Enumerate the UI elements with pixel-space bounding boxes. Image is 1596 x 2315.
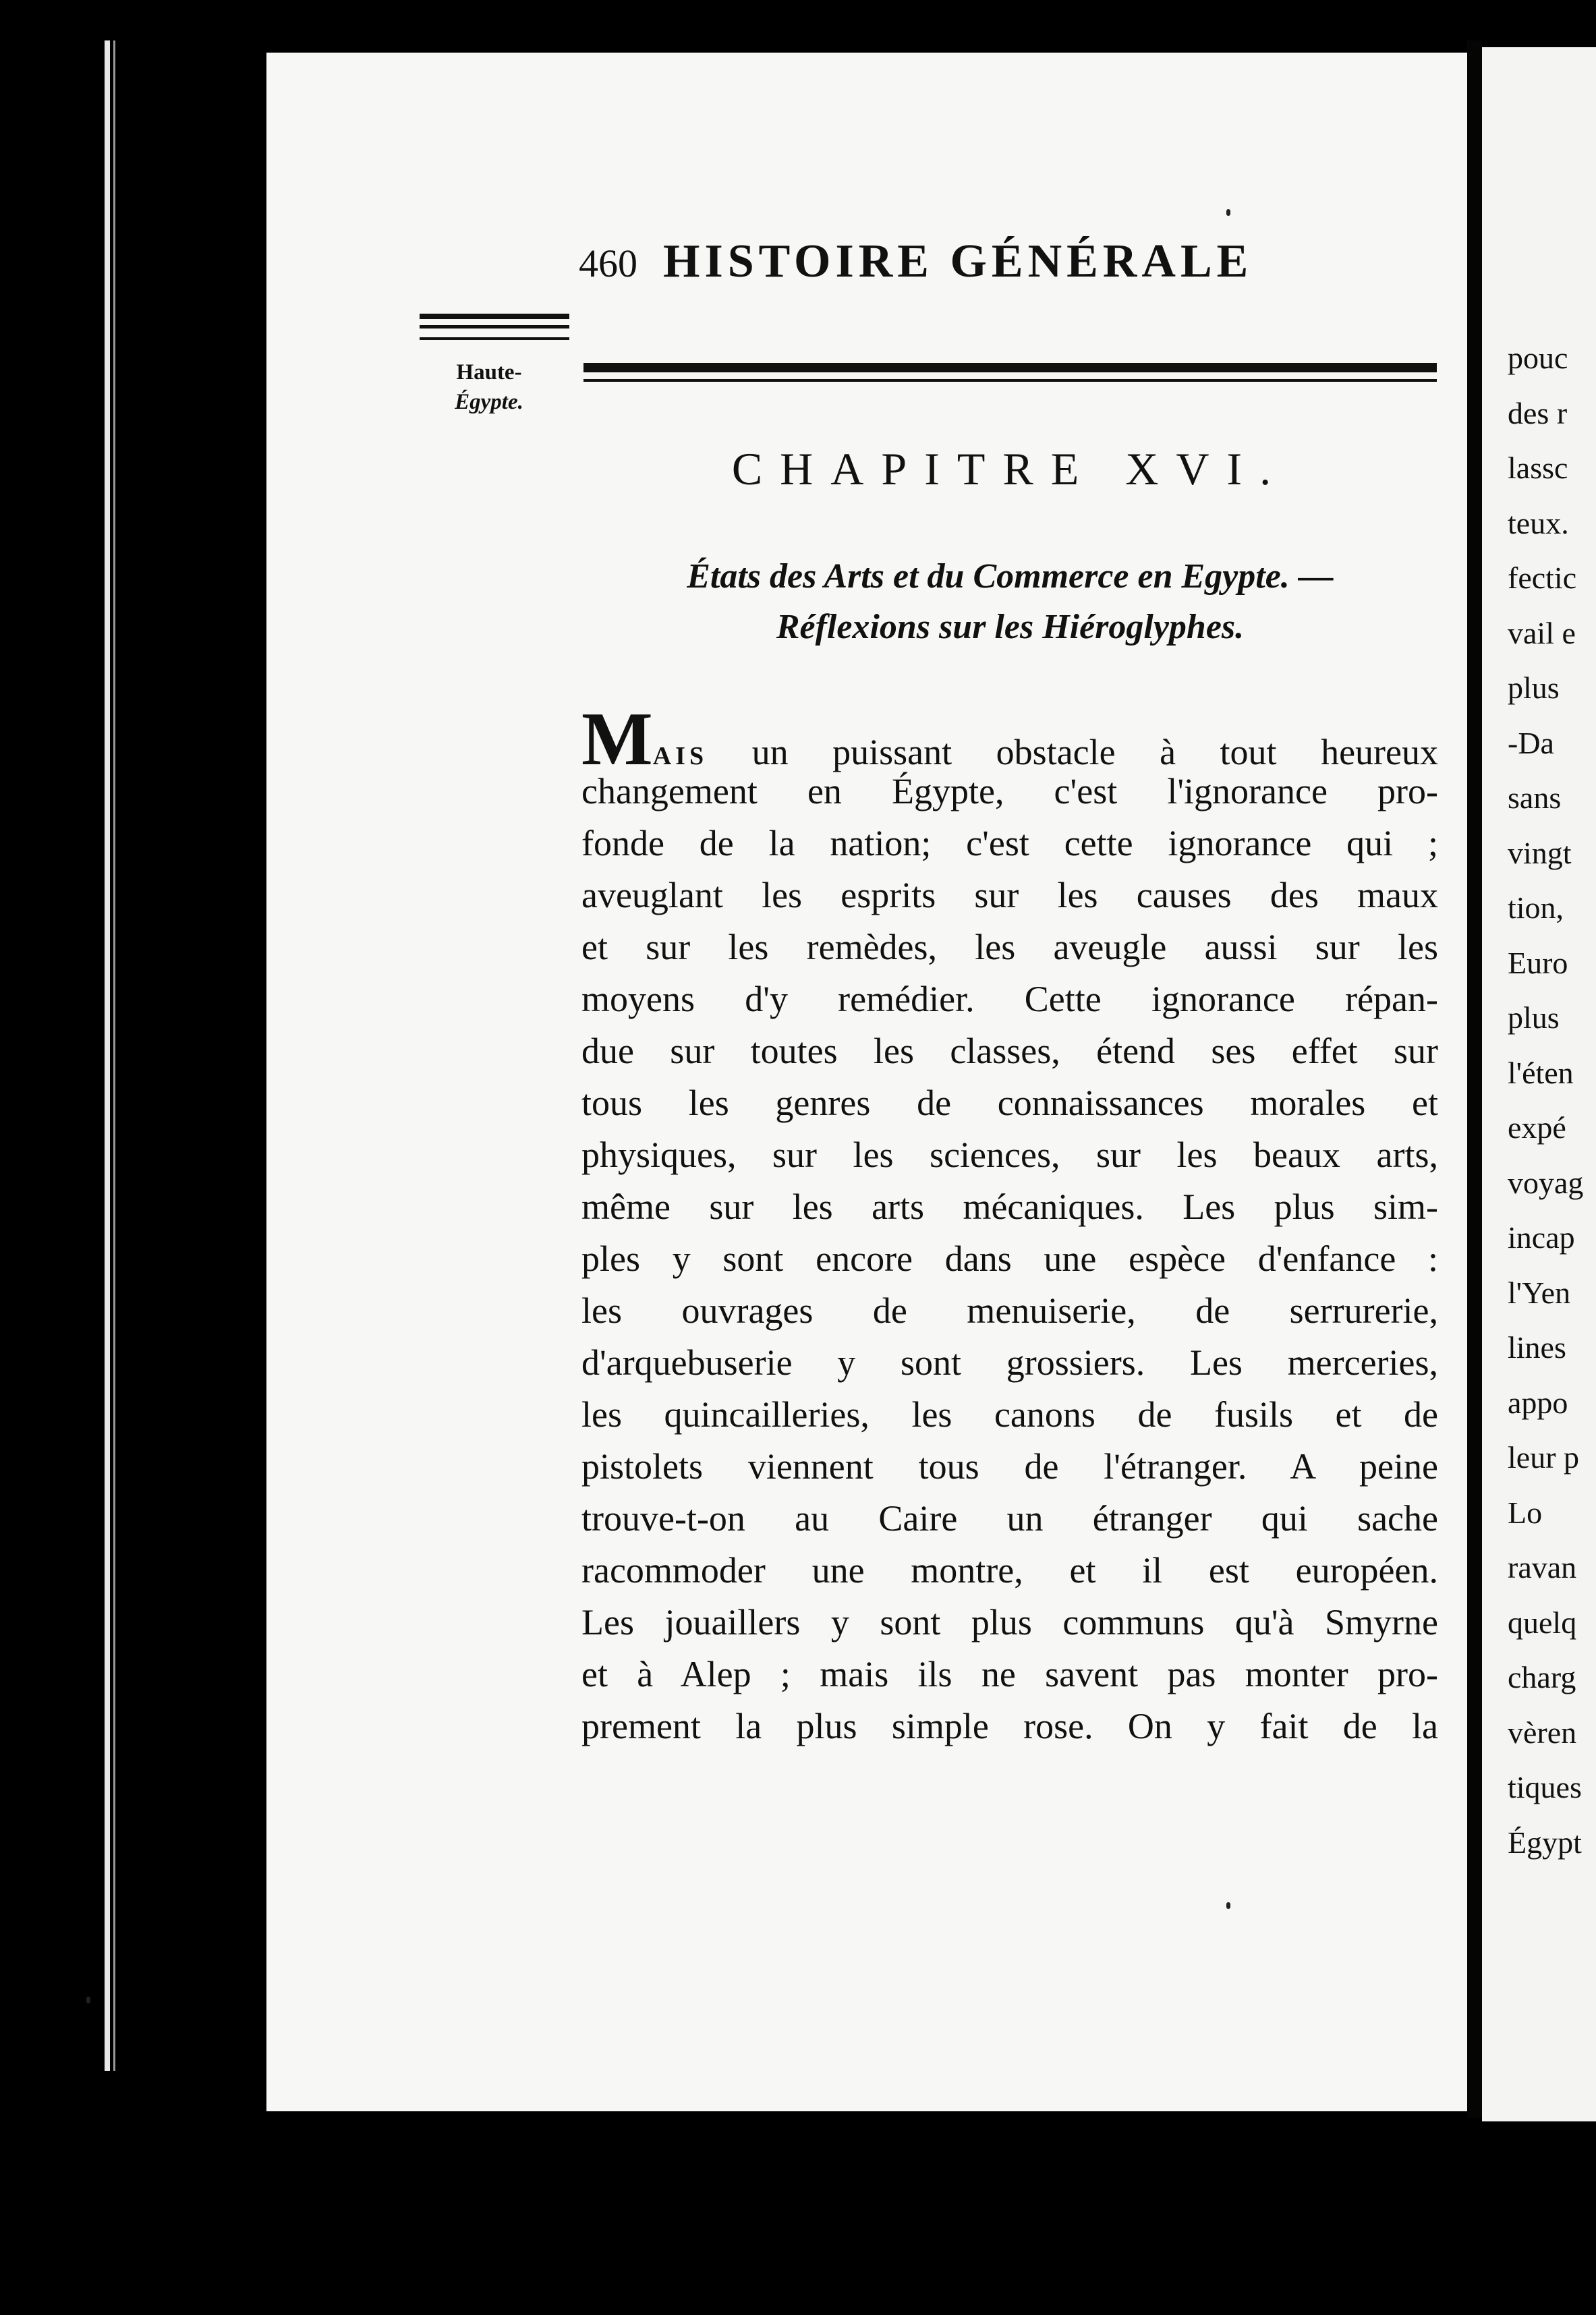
first-word-smallcaps: AIS [652,742,708,770]
margin-note-line-1: Haute- [456,360,522,384]
body-line: et sur les remèdes, les aveugle aussi sur les [581,927,1438,967]
body-line: moyens d'y remédier. Cette ignorance répan- [581,979,1438,1019]
right-page-line-fragment: vingt [1508,835,1572,870]
body-line: prement la plus simple rose. On y fait de la [581,1706,1438,1746]
ink-speck [1226,1902,1230,1909]
right-page-line-fragment: quelq [1508,1605,1577,1640]
margin-note-rule-top [420,314,569,319]
body-line: due sur toutes les classes, étend ses effet sur [581,1031,1438,1071]
body-line: même sur les arts mécaniques. Les plus sim- [581,1187,1438,1227]
right-page-line-fragment: charg [1508,1660,1576,1694]
body-line: et à Alep ; mais ils ne savent pas monter pro- [581,1654,1438,1694]
right-page-line-fragment: Égypt [1508,1825,1582,1860]
right-page-line-fragment: Euro [1508,945,1568,980]
chapter-heading: CHAPITRE XVI. [731,443,1289,494]
body-line: fonde de la nation; c'est cette ignorance qui ; [581,823,1438,863]
right-page-line-fragment: l'éten [1508,1055,1574,1090]
body-line: changement en Égypte, c'est l'ignorance pro- [581,771,1438,811]
right-page-line-fragment: vèren [1508,1715,1577,1750]
running-head-title: HISTOIRE GÉNÉRALE [663,235,1253,287]
right-page-line-fragment: voyag [1508,1165,1584,1200]
right-page-line-fragment: teux. [1508,505,1569,540]
right-page-line-fragment: incap [1508,1220,1575,1255]
running-head [579,235,1328,289]
page-number: 460 [579,241,637,285]
body-line: ples y sont encore dans une espèce d'enfance : [581,1238,1438,1279]
margin-note-rule-middle [420,325,569,328]
right-page-line-fragment: expé [1508,1110,1566,1145]
right-page-line-fragment: lassc [1508,451,1568,485]
body-line: physiques, sur les sciences, sur les beaux arts, [581,1135,1438,1175]
first-line-text: un puissant obstacle à tout heureux [708,732,1438,772]
ink-speck [86,1997,90,2003]
right-page-line-fragment: tion, [1508,890,1564,925]
right-page-line-fragment: fectic [1508,561,1577,595]
body-text [581,697,1438,1752]
right-page-fragment [1482,47,1596,2121]
right-page-line-fragment: -Da [1508,725,1554,760]
right-page-line-fragment: plus [1508,670,1560,705]
right-page-line-fragment: plus [1508,1000,1560,1035]
margin-note-rule-bottom [420,337,569,340]
margin-note [425,358,553,417]
chapter-subtitle-line-1: États des Arts et du Commerce en Egypte. — [687,557,1334,596]
ink-speck [1226,209,1230,216]
chapter-subtitle-line-2: Réflexions sur les Hiéroglyphes. [776,608,1245,646]
right-page-line-fragment: leur p [1508,1440,1580,1475]
right-page-line-fragment: vail e [1508,615,1576,650]
right-page-line-fragment: Lo [1508,1495,1543,1530]
page-gutter [1467,40,1482,2118]
body-line: aveuglant les esprits sur les causes des maux [581,875,1438,915]
right-page-line-fragment: tiques [1508,1770,1582,1804]
body-line: Les jouaillers y sont plus communs qu'à Smyrne [581,1602,1438,1642]
body-line: les ouvrages de menuiserie, de serrurerie, [581,1290,1438,1331]
body-line: trouve-t-on au Caire un étranger qui sache [581,1498,1438,1539]
right-page-line-fragment: sans [1508,780,1562,815]
right-page-line-fragment: appo [1508,1385,1568,1420]
body-line: les quincailleries, les canons de fusils et de [581,1394,1438,1435]
body-line: tous les genres de connaissances morales et [581,1083,1438,1123]
body-first-line [581,697,1438,781]
right-page-line-fragment: pouc [1508,341,1568,375]
right-page-line-fragment: lines [1508,1330,1566,1365]
heading-rule-thin [583,379,1437,382]
heading-rule-thick [583,363,1437,372]
right-page-line-fragment: des r [1508,395,1568,430]
drop-cap: M [581,697,653,781]
body-line: pistolets viennent tous de l'étranger. A peine [581,1446,1438,1487]
body-line: racommoder une montre, et il est européen. [581,1550,1438,1591]
right-page-line-fragment: l'Yen [1508,1275,1571,1310]
body-line: d'arquebuserie y sont grossiers. Les merceries, [581,1342,1438,1383]
margin-note-line-2: Égypte. [455,390,523,414]
binding-edge [105,40,110,2071]
binding-edge-inner [113,40,115,2071]
right-page-line-fragment: ravan [1508,1550,1577,1584]
